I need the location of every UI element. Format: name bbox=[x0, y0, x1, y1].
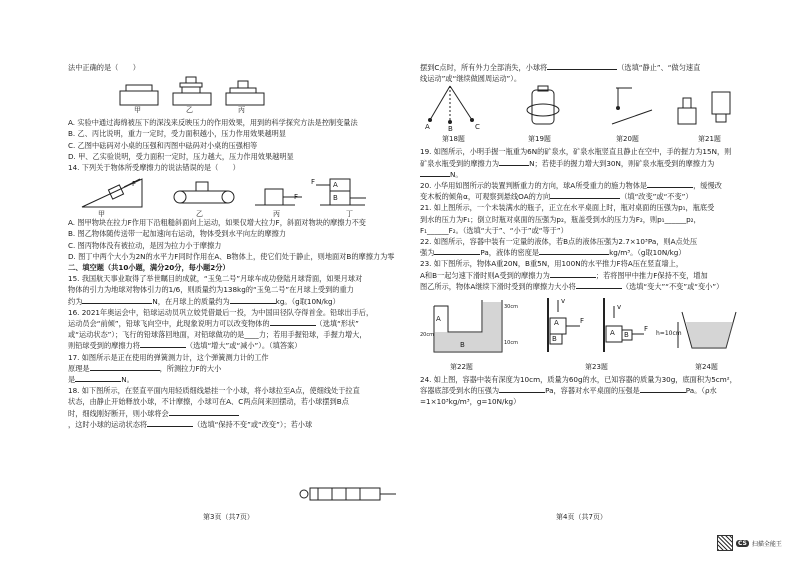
label-fig19: 第19题 bbox=[528, 135, 551, 144]
figure-q14 bbox=[68, 173, 413, 217]
label-fig22: 第22题 bbox=[450, 363, 473, 372]
q13-option-d: D. 甲、乙实验说明，受力面积一定时，压力越大，压力作用效果越明显 bbox=[68, 151, 294, 161]
q15-line2: 物体的引力为地球对物体引力的1/6，则质量约为138kg的“玉兔二号”在月球上受到的重力 bbox=[68, 285, 354, 295]
section-fill-in: 二、填空题（共10小题，满分20分，每小题2分） bbox=[68, 263, 230, 273]
figures-22-24-drawing bbox=[420, 296, 760, 356]
q24-line3: =1×10³kg/m³，g=10N/kg） bbox=[420, 397, 521, 407]
fig18-a: A bbox=[425, 123, 430, 132]
label-fig24: 第24题 bbox=[695, 363, 718, 372]
fig22-10cm: 10cm bbox=[504, 340, 518, 347]
q23-line3: 图乙所示，物体A继续下滑时受到的摩擦力大小将 （选填“变大”“不变”或“变小”） bbox=[420, 281, 724, 291]
q18-line3: 时，细线刚好断开，则小球将会 bbox=[68, 408, 413, 419]
q13-option-b: B. 乙、丙比说明，重力一定时，受力面积越小，压力作用效果越明显 bbox=[68, 129, 286, 139]
fig14-f-ding: F bbox=[311, 178, 316, 187]
left-page bbox=[68, 62, 413, 430]
label-fig23: 第23题 bbox=[585, 363, 608, 372]
fig23-b1: B bbox=[552, 335, 557, 344]
q21-line2: 到水的压力为F₁；倒立时瓶对桌面的压强为p₂，瓶盖受到水的压力为F₂，则p₁______p₂， bbox=[420, 214, 701, 224]
q23-line2: A和B一起匀速下滑时则A受到的摩擦力为 ；若将图甲中推力F保持不变，增加 bbox=[420, 270, 708, 280]
figures-22-24 bbox=[420, 292, 772, 362]
label-fig20: 第20题 bbox=[616, 135, 639, 144]
fig23-v2: v bbox=[617, 303, 622, 312]
q21-line1: 21. 如上图所示，一个未装满水的瓶子，正立在水平桌面上时，瓶对桌面的压强为p₁，瓶底受 bbox=[420, 203, 715, 213]
fig23-b2: B bbox=[624, 331, 629, 340]
q24-line2: 容器底部受到水的压强为 Pa，容器对水平桌面的压强是 Pa。（ρ水 bbox=[420, 386, 717, 396]
label-fig18: 第18题 bbox=[442, 135, 465, 144]
q18-cont-line1: 摆到C点时，所有外力全部消失，小球将 （选填“静止”、“做匀速直 bbox=[420, 63, 701, 72]
q20-line1: 20. 小华用如图所示的装置判断重力的方向，球A所受重力的施力物体是 ，缓慢改 bbox=[420, 181, 722, 191]
fig22-20cm: 20cm bbox=[420, 332, 434, 339]
right-page bbox=[420, 62, 772, 408]
figure-labels-22-24 bbox=[420, 362, 772, 374]
fig23-v1: v bbox=[561, 297, 566, 306]
fig13-label-jia: 甲 bbox=[134, 106, 141, 115]
fig24-height: h=10cm bbox=[656, 330, 682, 338]
q13-option-c: C. 乙图中砝码对小桌的压强和丙图中砝码对小桌的压强相等 bbox=[68, 140, 258, 150]
camscanner-logo-icon: CS bbox=[738, 539, 747, 547]
right-page-footer: 第4页（共7页） bbox=[556, 513, 607, 521]
fig14-f-bing: F bbox=[294, 193, 299, 202]
figure-q13 bbox=[68, 73, 413, 115]
qr-code-icon bbox=[717, 535, 733, 551]
q17-line3: 是 N。 bbox=[68, 375, 134, 385]
q19-line3: N。 bbox=[420, 169, 772, 180]
q16-line2: 运动员会“前倾”，铅球飞向空中，此现象说明力可以改变物体的 （选填“形状” bbox=[68, 319, 359, 329]
q17-line2: 原理是 ，所测拉力F的大小 bbox=[68, 363, 222, 373]
fig14-f-jia: F bbox=[132, 180, 137, 189]
q15-line1: 15. 我国航天事业取得了举世瞩目的成就，“玉兔二号”月球车成功登陆月球背面，如果月球对 bbox=[68, 274, 363, 284]
fig22-a: A bbox=[436, 315, 441, 324]
figure-q13-drawing bbox=[118, 75, 278, 109]
fig23-a2: A bbox=[610, 329, 615, 338]
label-fig21: 第21题 bbox=[698, 135, 721, 144]
spring-scale-drawing bbox=[308, 484, 398, 506]
figures-18-21-drawing bbox=[420, 84, 760, 126]
left-page-footer: 第3页（共7页） bbox=[203, 513, 254, 521]
q13-option-a: A. 实验中通过海绵被压下的深浅来反映压力的作用效果，用到的科学探究方法是控制变量法 bbox=[68, 118, 358, 128]
q21-line3: F₁______F₂。（选填“大于”、“小于”或“等于”） bbox=[420, 225, 568, 235]
scanner-watermark bbox=[717, 535, 782, 551]
fig13-label-yi: 乙 bbox=[186, 106, 193, 115]
q22-line2: 强为 Pa，液体的密度是 kg/m³。（g取10N/kg） bbox=[420, 248, 686, 258]
q14-option-a: A. 图甲物块在拉力F作用下沿粗糙斜面向上运动，如果仅增大拉力F，斜面对物块的摩擦力不变 bbox=[68, 218, 366, 228]
q17-line1: 17. 如图所示是正在使用的弹簧测力计，这个弹簧测力计的工作 bbox=[68, 352, 269, 362]
fig22-b: B bbox=[460, 341, 465, 350]
fig14-label-bing: 丙 bbox=[273, 210, 280, 219]
fig14-label-ding: 丁 bbox=[346, 210, 353, 219]
q24-line1: 24. 如上图，容器中装有深度为10cm，质量为60g的水，已知容器的质量为30g，底面积为5cm²， bbox=[420, 375, 737, 385]
q19-line2: 矿泉水瓶受到的摩擦力为 N；若使手的握力增大到30N，则矿泉水瓶受到的摩擦力为 bbox=[420, 158, 715, 168]
watermark-text: 扫描全能王 bbox=[751, 540, 782, 548]
fig23-f2: F bbox=[644, 325, 649, 334]
q16-line3: 或“运动状态”）；飞行的铅球落回地面，对铅球做功的是____力；若用手握铅球，手握力增大， bbox=[68, 330, 367, 340]
q14-option-b: B. 图乙物体随传送带一起加速向右运动，物体受到水平向左的摩擦力 bbox=[68, 229, 286, 239]
q19-line1: 19. 如图所示，小明手握一瓶重为6N的矿泉水，矿泉水瓶竖直且静止在空中，手的握力为15N，则 bbox=[420, 147, 732, 157]
q18-line1: 18. 如下图所示，在竖直平面内用轻质细线悬挂一个小球，将小球拉至A点，使细线处于拉直 bbox=[68, 386, 360, 396]
q18-cont-line2: 线运动”或“继续做圆周运动”）。 bbox=[420, 74, 522, 84]
fig14-b: B bbox=[333, 194, 338, 203]
fig23-f1: F bbox=[580, 317, 585, 326]
q14-option-c: C. 图丙物体没有被拉动，是因为拉力小于摩擦力 bbox=[68, 240, 222, 250]
q15-line3: 约为 N，在月球上的质量约为 kg。（g取10N/kg） bbox=[68, 296, 340, 306]
q13-tail: 法中正确的是（ ） bbox=[68, 63, 140, 72]
q18-line2: 状态，由静止开始释放小球，不计摩擦，小球可在A、C两点间来回摆动，若小球摆到B点 bbox=[68, 397, 349, 407]
fig18-b: B bbox=[448, 125, 453, 134]
q20-line2: 变木板的倾角α，可观察到悬线OA的方向 （填“改变”或“不变”） bbox=[420, 192, 693, 202]
fig13-label-bing: 丙 bbox=[238, 106, 245, 115]
fig14-a: A bbox=[333, 181, 338, 190]
q14-option-d: D. 图丁中两个大小为2N的水平力F同时作用在A、B物体上，使它们处于静止，则地面对B的摩擦力为零 bbox=[68, 251, 395, 261]
fig22-30cm: 30cm bbox=[504, 304, 518, 311]
q16-line4: 则铅球受到的摩擦力将 （选填“增大”或“减小”）。（填答案） bbox=[68, 341, 302, 351]
q22-line1: 22. 如图所示，容器中装有一定量的液体，若B点的液体压强为2.7×10³Pa，则A点处压 bbox=[420, 237, 698, 247]
fig18-c: C bbox=[475, 123, 480, 132]
q16-line1: 16. 2021年奥运会中，铅球运动员巩立姣凭借最后一投，为中国田径队夺得首金。铅球出手后， bbox=[68, 307, 374, 317]
fig14-label-jia: 甲 bbox=[98, 210, 105, 219]
q14-stem: 14. 下列关于物体所受摩擦力的说法错误的是（ ） bbox=[68, 163, 240, 173]
figure-labels-18-21 bbox=[420, 134, 772, 146]
fig14-label-yi: 乙 bbox=[196, 210, 203, 219]
q18-line4: ，这时小球的运动状态将 （选填“保持不变”或“改变”）；若小球 bbox=[68, 419, 313, 429]
fig23-a1: A bbox=[554, 319, 559, 328]
figures-18-21 bbox=[420, 84, 772, 134]
q23-line1: 23. 如下图所示，物体A重20N，B重5N，用100N的水平推力F将A压在竖直墙上， bbox=[420, 259, 684, 269]
